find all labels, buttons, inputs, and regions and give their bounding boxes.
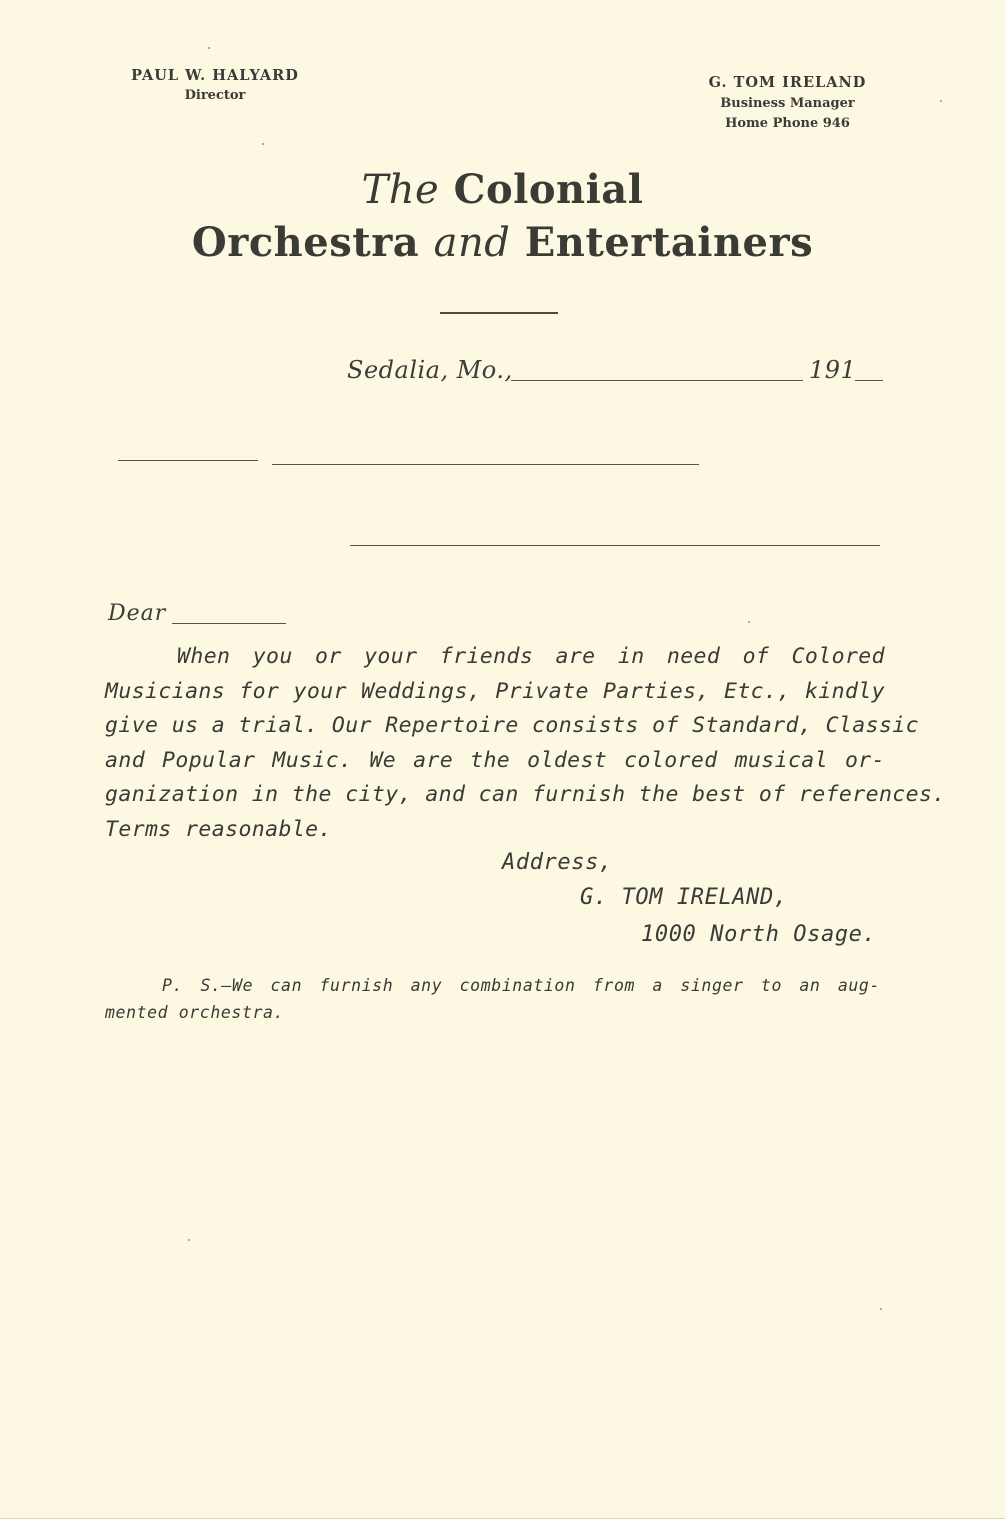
body-line: give us a trial. Our Repertoire consists of Standard, Classic — [105, 713, 919, 738]
title-line-1 — [0, 166, 1005, 213]
paper-speck — [880, 1308, 882, 1310]
director-name: PAUL W. HALYARD — [131, 67, 299, 84]
closing-name: G. TOM IRELAND, — [580, 885, 788, 910]
body-line: When you or your friends are in need of Colored — [177, 644, 885, 669]
paper-speck — [208, 47, 210, 49]
closing-street: 1000 North Osage. — [641, 922, 877, 947]
recipient-line-1b — [272, 464, 699, 465]
business-manager-name: G. TOM IRELAND — [708, 74, 867, 91]
body-line: Terms reasonable. — [105, 816, 332, 842]
body-line: ganization in the city, and can furnish the best of references. — [105, 782, 946, 807]
body-line: Musicians for your Weddings, Private Parties, Etc., kindly — [105, 678, 885, 704]
dateline-place: Sedalia, Mo., — [347, 356, 513, 384]
paper-speck — [188, 1239, 190, 1241]
page-bottom-edge — [0, 1518, 1005, 1537]
body-line: and Popular Music. We are the oldest colored musical or- — [105, 747, 885, 773]
business-manager-block — [680, 72, 895, 134]
title-line-2 — [0, 219, 1005, 266]
title-and: and — [433, 220, 511, 266]
recipient-line-1a — [118, 460, 258, 461]
title-entertainers: Entertainers — [524, 219, 814, 266]
postscript-line-2: mented orchestra. — [105, 1003, 285, 1022]
recipient-line-2 — [350, 545, 880, 546]
date-blank-line — [511, 380, 803, 381]
business-manager-role: Business Manager — [720, 96, 855, 111]
paper-speck — [262, 143, 264, 145]
home-phone: Home Phone 946 — [725, 116, 850, 131]
paper-speck — [748, 621, 750, 623]
director-block — [100, 66, 330, 106]
postscript — [105, 972, 880, 1026]
letter-body — [105, 640, 946, 847]
closing-address-label: Address, — [502, 850, 613, 875]
dateline-year: 191 — [809, 356, 857, 384]
title-divider — [440, 312, 558, 314]
director-role: Director — [184, 88, 246, 103]
title-the: The — [361, 167, 440, 213]
salutation-blank-line — [172, 623, 286, 624]
title-colonial: Colonial — [453, 166, 644, 213]
postscript-line-1: P. S.—We can furnish any combination from a singer to an aug- — [162, 976, 880, 995]
title-orchestra: Orchestra — [191, 219, 420, 266]
paper-speck — [940, 100, 942, 102]
salutation: Dear — [108, 601, 167, 626]
year-blank-line — [855, 380, 883, 381]
